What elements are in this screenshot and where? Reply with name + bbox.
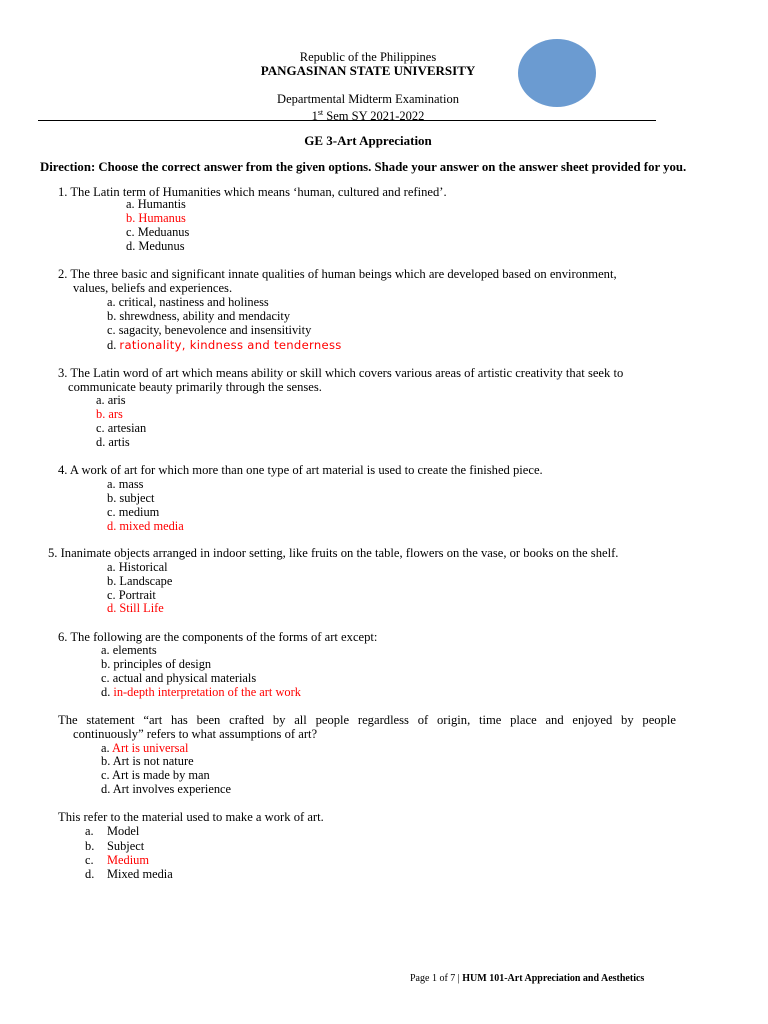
q1-option-a: a. Humantis bbox=[126, 197, 186, 211]
q4-option-b: b. subject bbox=[107, 491, 155, 505]
q1-option-d: d. Medunus bbox=[126, 239, 185, 253]
q8-marker-d: d. bbox=[85, 867, 95, 881]
q2-option-b: b. shrewdness, ability and mendacity bbox=[107, 309, 291, 323]
q7-option-a-text: Art is universal bbox=[112, 741, 189, 755]
q8-marker-b: b. bbox=[85, 839, 95, 853]
question-1: 1. The Latin term of Humanities which means ‘human, cultured and refined’. bbox=[58, 185, 447, 199]
q7-option-a bbox=[101, 741, 188, 755]
q7-option-b: b. Art is not nature bbox=[101, 754, 194, 768]
question-2-line2: values, beliefs and experiences. bbox=[73, 281, 233, 295]
sem-sup: st bbox=[317, 108, 324, 117]
question-7-line2: continuously” refers to what assumptions of art? bbox=[73, 727, 318, 741]
page-footer bbox=[410, 973, 644, 984]
question-2-line1: 2. The three basic and significant innate qualities of human beings which are developed based on environment, bbox=[58, 267, 617, 281]
q4-option-c: c. medium bbox=[107, 505, 160, 519]
exam-title: GE 3-Art Appreciation bbox=[304, 133, 432, 148]
direction-text: Direction: Choose the correct answer from the given options. Shade your answer on the answer sheet provided for you. bbox=[40, 160, 687, 174]
q7-option-d: d. Art involves experience bbox=[101, 782, 232, 796]
footer-page: Page 1 of 7 | bbox=[410, 973, 460, 984]
q3-option-a: a. aris bbox=[96, 393, 126, 407]
q4-option-d: d. mixed media bbox=[107, 519, 184, 533]
q6-option-d-marker: d. bbox=[101, 685, 111, 699]
q1-option-c: c. Meduanus bbox=[126, 225, 190, 239]
q8-marker-c: c. bbox=[85, 853, 94, 867]
question-7-line1: The statement “art has been crafted by all people regardless of origin, time place and enjoyed by people bbox=[58, 713, 676, 727]
header-exam: Departmental Midterm Examination bbox=[277, 92, 459, 106]
q6-option-d-text: in-depth interpretation of the art work bbox=[113, 685, 301, 699]
sem-rest: Sem SY 2021-2022 bbox=[326, 109, 425, 124]
q2-option-d-marker: d. bbox=[107, 338, 117, 352]
question-8: This refer to the material used to make a work of art. bbox=[58, 810, 324, 824]
footer-course: HUM 101-Art Appreciation and Aesthetics bbox=[462, 973, 645, 984]
question-4: 4. A work of art for which more than one type of art material is used to create the finished piece. bbox=[58, 463, 543, 477]
q3-option-d: d. artis bbox=[96, 435, 130, 449]
q5-option-d: d. Still Life bbox=[107, 601, 164, 615]
header-university: PANGASINAN STATE UNIVERSITY bbox=[260, 63, 476, 78]
q7-option-a-marker: a. bbox=[101, 741, 110, 755]
q2-option-a: a. critical, nastiness and holiness bbox=[107, 295, 269, 309]
q6-option-d bbox=[101, 685, 301, 699]
q3-option-b: b. ars bbox=[96, 407, 123, 421]
sem-num: 1 bbox=[311, 109, 318, 124]
q2-option-d-text: rationality, kindness and tenderness bbox=[119, 338, 342, 352]
q8-option-b: Subject bbox=[107, 839, 145, 853]
q6-option-c: c. actual and physical materials bbox=[101, 671, 257, 685]
question-3-line2: communicate beauty primarily through the senses. bbox=[68, 380, 322, 394]
q4-option-a: a. mass bbox=[107, 477, 144, 491]
q8-option-c: Medium bbox=[107, 853, 149, 867]
q2-option-d bbox=[107, 338, 342, 352]
q8-option-a: Model bbox=[107, 824, 140, 838]
q2-option-c: c. sagacity, benevolence and insensitivity bbox=[107, 323, 312, 337]
question-5: 5. Inanimate objects arranged in indoor setting, like fruits on the table, flowers on the vase, or books on the shelf. bbox=[48, 546, 619, 560]
q6-option-b: b. principles of design bbox=[101, 657, 212, 671]
header-republic: Republic of the Philippines bbox=[299, 50, 437, 64]
university-logo bbox=[518, 39, 596, 107]
q5-option-a: a. Historical bbox=[107, 560, 168, 574]
q6-option-a: a. elements bbox=[101, 643, 157, 657]
q1-option-b: b. Humanus bbox=[126, 211, 186, 225]
q5-option-c: c. Portrait bbox=[107, 588, 156, 602]
header-divider bbox=[38, 120, 656, 121]
question-3-line1: 3. The Latin word of art which means ability or skill which covers various areas of artistic creativity that seek to bbox=[58, 366, 624, 380]
q8-marker-a: a. bbox=[85, 824, 94, 838]
q7-option-c: c. Art is made by man bbox=[101, 768, 210, 782]
question-6: 6. The following are the components of the forms of art except: bbox=[58, 630, 378, 644]
q5-option-b: b. Landscape bbox=[107, 574, 173, 588]
q3-option-c: c. artesian bbox=[96, 421, 147, 435]
q8-option-d: Mixed media bbox=[107, 867, 173, 881]
